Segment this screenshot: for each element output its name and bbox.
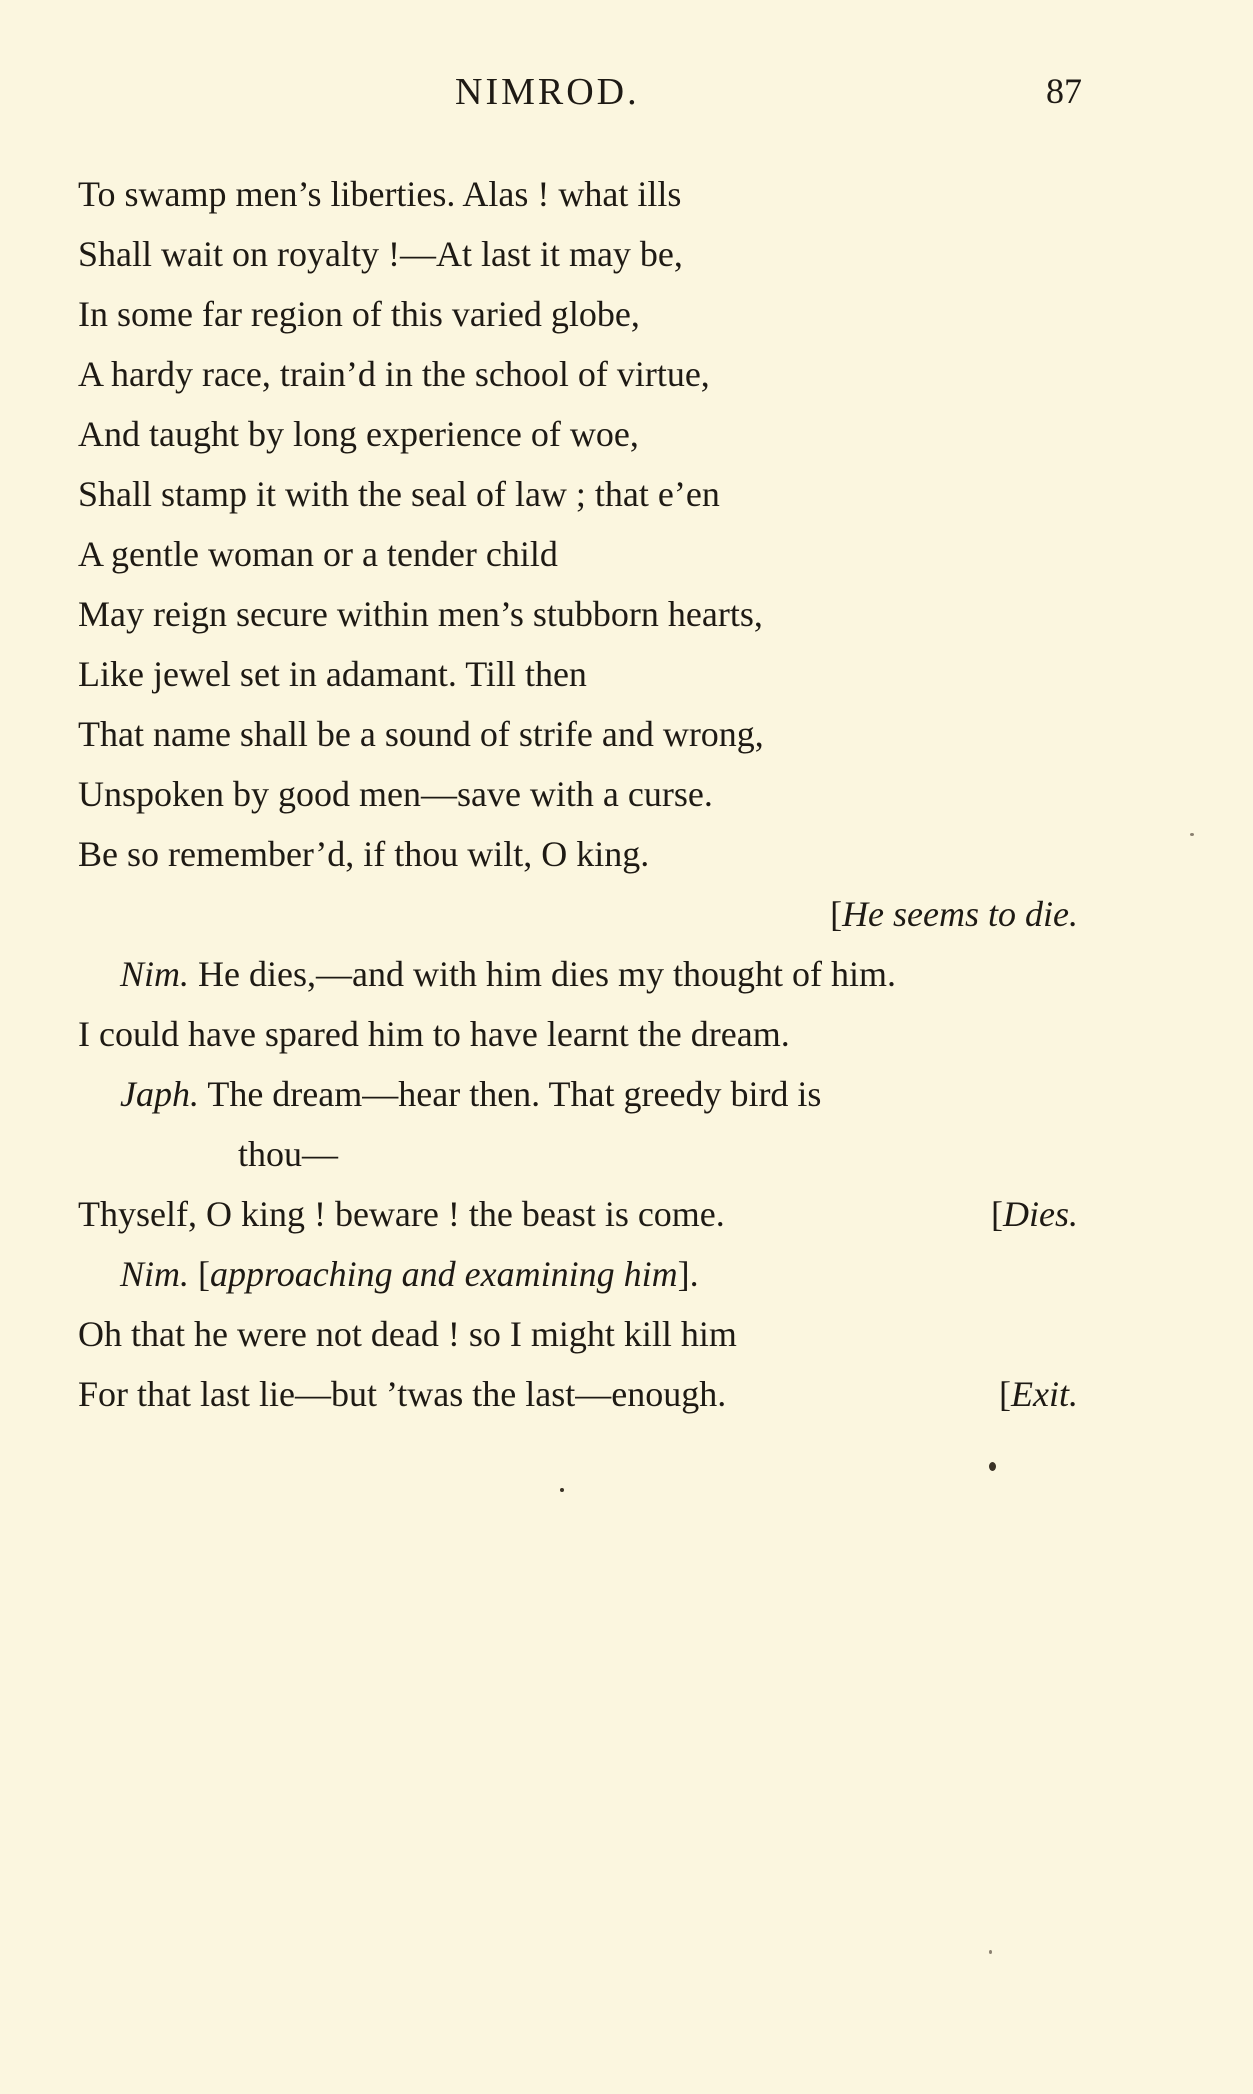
verse-line: Shall wait on royalty !—At last it may be, xyxy=(78,234,683,274)
speech-text: The dream—hear then. That greedy bird is xyxy=(198,1074,822,1114)
stage-direction-line xyxy=(78,884,1078,944)
verse-block xyxy=(78,164,1078,1424)
running-title: NIMROD. xyxy=(455,71,640,113)
verse-line: A hardy race, train’d in the school of virtue, xyxy=(78,354,710,394)
verse-line: May reign secure within men’s stubborn hearts, xyxy=(78,594,763,634)
speaker-name: Nim. xyxy=(120,954,190,994)
page-header xyxy=(0,70,1253,120)
verse-line xyxy=(78,1184,1078,1244)
stage-direction xyxy=(999,1364,1078,1424)
verse-line: Unspoken by good men—save with a curse. xyxy=(78,774,713,814)
verse-line: To swamp men’s liberties. Alas ! what ills xyxy=(78,174,682,214)
speech-line xyxy=(78,1244,1078,1304)
verse-line: Shall stamp it with the seal of law ; that e’en xyxy=(78,474,720,514)
ink-speck xyxy=(1190,833,1194,836)
ink-speck xyxy=(989,1950,992,1954)
stage-direction xyxy=(830,884,1078,944)
verse-text: For that last lie—but ’twas the last—enough. xyxy=(78,1374,727,1414)
bracket-open: [ xyxy=(189,1254,211,1294)
speech-text: He dies,—and with him dies my thought of him. xyxy=(189,954,896,994)
verse-line: A gentle woman or a tender child xyxy=(78,534,558,574)
verse-line: Like jewel set in adamant. Till then xyxy=(78,654,587,694)
verse-line: I could have spared him to have learnt the dream. xyxy=(78,1014,790,1054)
stage-direction xyxy=(991,1184,1078,1244)
stage-direction-text: He seems to die. xyxy=(842,894,1078,934)
ink-speck xyxy=(560,1488,564,1492)
verse-line: Be so remember’d, if thou wilt, O king. xyxy=(78,834,650,874)
verse-line: In some far region of this varied globe, xyxy=(78,294,640,334)
verse-line: Oh that he were not dead ! so I might kill him xyxy=(78,1314,737,1354)
verse-text: Thyself, O king ! beware ! the beast is come. xyxy=(78,1194,725,1234)
stage-bracket: [ xyxy=(991,1194,1003,1234)
verse-line-continuation: thou— xyxy=(238,1134,339,1174)
ink-speck xyxy=(989,1462,996,1471)
inline-stage-direction: approaching and examining him xyxy=(210,1254,678,1294)
verse-line xyxy=(78,1364,1078,1424)
stage-direction-text: Dies. xyxy=(1003,1194,1078,1234)
speech-line xyxy=(78,1064,1078,1124)
stage-bracket: [ xyxy=(999,1374,1012,1414)
page-number: 87 xyxy=(1046,71,1082,111)
verse-line: And taught by long experience of woe, xyxy=(78,414,639,454)
stage-bracket: [ xyxy=(830,894,843,934)
speech-line xyxy=(78,944,1078,1004)
speaker-name: Nim. xyxy=(120,1254,190,1294)
verse-line: That name shall be a sound of strife and wrong, xyxy=(78,714,764,754)
stage-direction-text: Exit. xyxy=(1011,1374,1078,1414)
bracket-close: ]. xyxy=(677,1254,699,1294)
speaker-name: Japh. xyxy=(120,1074,199,1114)
